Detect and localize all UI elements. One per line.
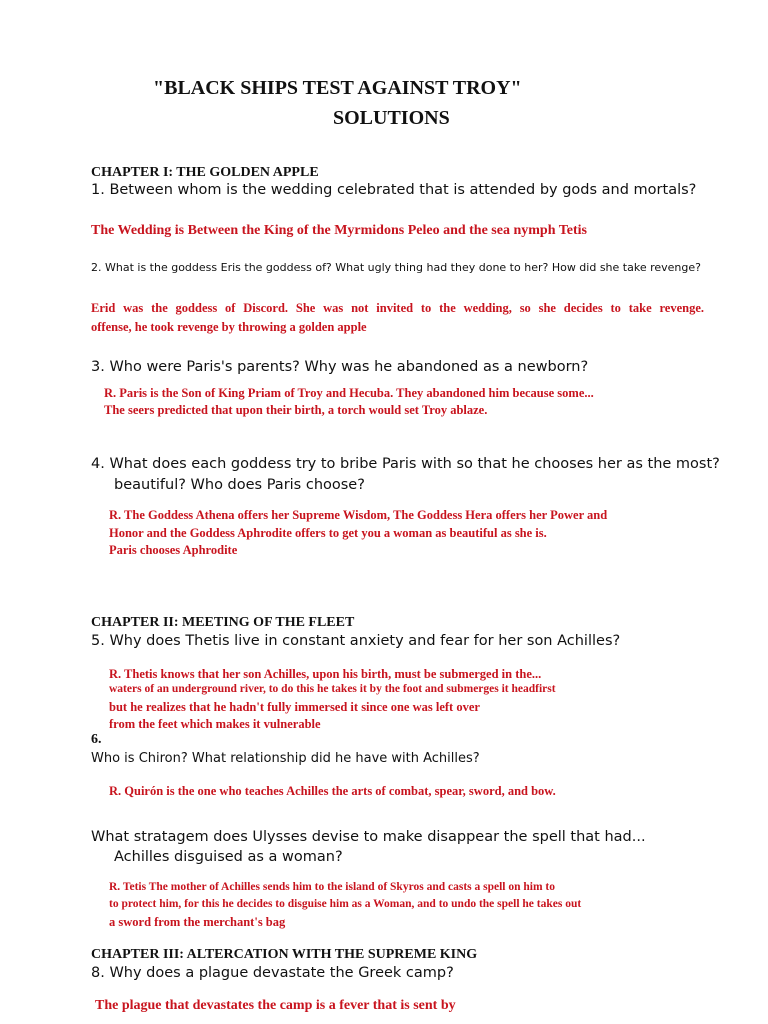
answer-5-line-1: R. Thetis knows that her son Achilles, upon his birth, must be submerged in the... bbox=[109, 667, 542, 681]
chapter-1-heading: CHAPTER I: THE GOLDEN APPLE bbox=[91, 165, 319, 180]
question-7-line-2: Achilles disguised as a woman? bbox=[114, 849, 343, 865]
answer-8-line-1: The plague that devastates the camp is a fever that is sent by bbox=[95, 998, 456, 1013]
answer-7-line-1: R. Tetis The mother of Achilles sends him to the island of Skyros and casts a spell on him to bbox=[109, 881, 556, 893]
answer-7-line-2: to protect him, for this he decides to disguise him as a Woman, and to undo the spell he takes out bbox=[109, 898, 582, 910]
question-2: 2. What is the goddess Eris the goddess of? What ugly thing had they done to her? How did she take revenge? bbox=[91, 261, 701, 274]
chapter-2-heading: CHAPTER II: MEETING OF THE FLEET bbox=[91, 615, 355, 630]
answer-4-line-3: Paris chooses Aphrodite bbox=[109, 543, 238, 557]
chapter-3-heading: CHAPTER III: ALTERCATION WITH THE SUPREME KING bbox=[91, 947, 478, 962]
answer-7-line-3: a sword from the merchant's bag bbox=[109, 915, 286, 929]
document-subtitle: SOLUTIONS bbox=[333, 107, 450, 129]
answer-6: R. Quirón is the one who teaches Achilles the arts of combat, spear, sword, and bow. bbox=[109, 784, 556, 798]
answer-5-line-4: from the feet which makes it vulnerable bbox=[109, 717, 321, 731]
answer-4-line-1: R. The Goddess Athena offers her Supreme Wisdom, The Goddess Hera offers her Power and bbox=[109, 508, 608, 522]
answer-5-line-2: waters of an underground river, to do this he takes it by the foot and submerges it headfirst bbox=[109, 683, 556, 695]
answer-4-line-2: Honor and the Goddess Aphrodite offers to get you a woman as beautiful as she is. bbox=[109, 526, 547, 540]
question-7-line-1: What stratagem does Ulysses devise to make disappear the spell that had... bbox=[91, 829, 646, 845]
question-3: 3. Who were Paris's parents? Why was he abandoned as a newborn? bbox=[91, 359, 589, 375]
answer-3-line-2: The seers predicted that upon their birth, a torch would set Troy ablaze. bbox=[104, 403, 488, 417]
answer-3-line-1: R. Paris is the Son of King Priam of Troy and Hecuba. They abandoned him because some... bbox=[104, 386, 594, 400]
question-1: 1. Between whom is the wedding celebrated that is attended by gods and mortals? bbox=[91, 182, 697, 198]
answer-2-line-1: Erid was the goddess of Discord. She was not invited to the wedding, so she decides to take revenge. bbox=[91, 301, 704, 315]
answer-1: The Wedding is Between the King of the Myrmidons Peleo and the sea nymph Tetis bbox=[91, 223, 588, 238]
answer-2-line-2: offense, he took revenge by throwing a golden apple bbox=[91, 320, 367, 334]
answer-5-line-3: but he realizes that he hadn't fully immersed it since one was left over bbox=[109, 700, 480, 714]
question-4-line-1: 4. What does each goddess try to bribe Paris with so that he chooses her as the most? bbox=[91, 456, 720, 472]
question-6-number: 6. bbox=[91, 732, 102, 747]
document-title: "BLACK SHIPS TEST AGAINST TROY" bbox=[153, 77, 522, 99]
question-8: 8. Why does a plague devastate the Greek camp? bbox=[91, 965, 454, 981]
question-4-line-2: beautiful? Who does Paris choose? bbox=[114, 477, 365, 493]
question-6: Who is Chiron? What relationship did he have with Achilles? bbox=[91, 751, 480, 766]
question-5: 5. Why does Thetis live in constant anxiety and fear for her son Achilles? bbox=[91, 633, 621, 649]
